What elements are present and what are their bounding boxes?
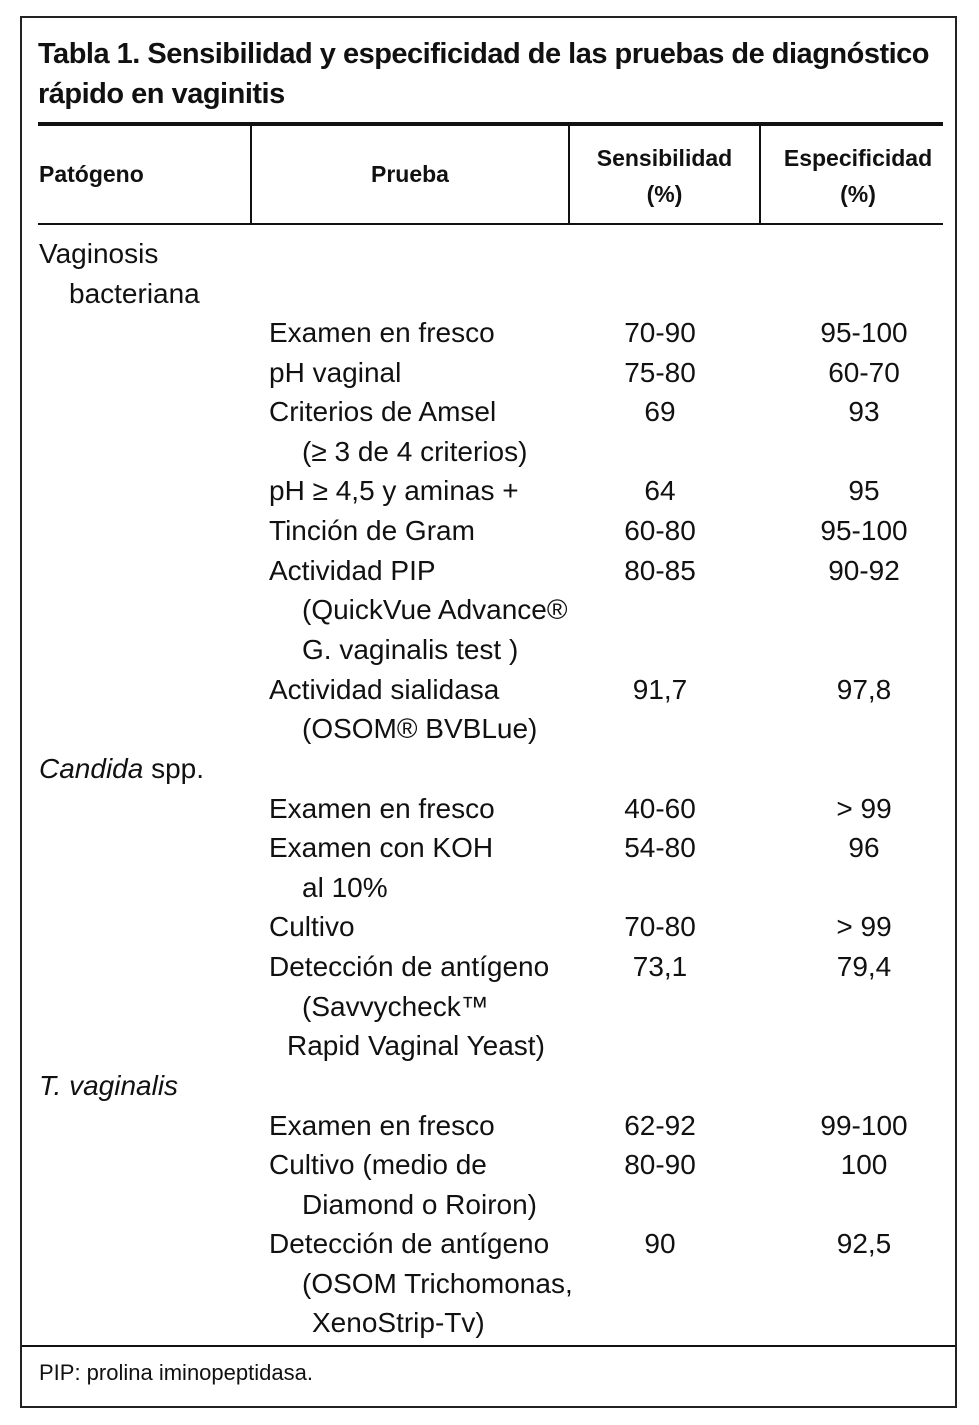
table-row: [22, 1106, 955, 1146]
test-name: Detección de antígeno: [269, 1228, 550, 1259]
table-row: [22, 907, 955, 947]
test-name-cont: (OSOM® BVBLue): [302, 713, 538, 744]
test-name-cont: (Savvycheck™: [302, 991, 489, 1022]
pathogen-row-bv-cont: [22, 274, 955, 314]
test-name: Tinción de Gram: [269, 515, 475, 546]
specificity-value: 79,4: [836, 951, 892, 982]
test-name: pH vaginal: [269, 357, 402, 388]
sensitivity-value: 91,7: [632, 674, 688, 705]
specificity-value: 95-100: [820, 317, 908, 348]
sensitivity-value: 69: [644, 396, 676, 427]
test-name: Actividad sialidasa: [269, 674, 500, 705]
table-row: [22, 511, 955, 551]
header-bottom-rule: [38, 223, 943, 225]
header-test: Prueba: [371, 161, 449, 187]
header-pathogen: Patógeno: [39, 161, 144, 187]
table-row-cont: [22, 1303, 955, 1343]
specificity-value: 99-100: [820, 1110, 908, 1141]
table-row-cont: [22, 432, 955, 472]
pathogen-row-bv: [22, 234, 955, 274]
sensitivity-value: 70-80: [624, 911, 696, 942]
table-row-cont: [22, 1264, 955, 1304]
specificity-value: 96: [848, 832, 880, 863]
table-row: [22, 392, 955, 432]
table-row: [22, 313, 955, 353]
sensitivity-value: 70-90: [624, 317, 696, 348]
table-row: [22, 789, 955, 829]
test-name: Cultivo: [269, 911, 355, 942]
table-row: [22, 471, 955, 511]
sensitivity-value: 54-80: [624, 832, 696, 863]
sensitivity-value: 73,1: [632, 951, 688, 982]
pathogen-label: Vaginosis: [39, 238, 159, 269]
specificity-value: > 99: [836, 911, 892, 942]
test-name-cont: (≥ 3 de 4 criterios): [302, 436, 528, 467]
specificity-value: 95-100: [820, 515, 908, 546]
pathogen-label: bacteriana: [69, 278, 200, 309]
table-row: [22, 551, 955, 591]
test-name-cont: G. vaginalis test ): [302, 634, 519, 665]
table-row-cont: [22, 1185, 955, 1225]
table-row: [22, 353, 955, 393]
test-name: Examen con KOH: [269, 832, 494, 863]
table-row-cont: [22, 630, 955, 670]
test-name-cont: XenoStrip-Tv): [312, 1307, 485, 1338]
sensitivity-value: 40-60: [624, 793, 696, 824]
table-frame: [20, 16, 957, 1408]
table-row: [22, 1224, 955, 1264]
specificity-value: > 99: [836, 793, 892, 824]
test-name: pH ≥ 4,5 y aminas +: [269, 475, 519, 506]
test-name-cont: Diamond o Roiron): [302, 1189, 537, 1220]
pathogen-label: [39, 749, 204, 789]
pathogen-row-candida: [22, 749, 955, 789]
pathogen-row-tv: [22, 1066, 955, 1106]
specificity-value: 97,8: [836, 674, 892, 705]
test-name: Examen en fresco: [269, 793, 495, 824]
table-row-cont: [22, 709, 955, 749]
specificity-value: 60-70: [828, 357, 900, 388]
table-row: [22, 947, 955, 987]
sensitivity-value: 90: [644, 1228, 676, 1259]
sensitivity-value: 80-85: [624, 555, 696, 586]
test-name: Examen en fresco: [269, 1110, 495, 1141]
test-name: Cultivo (medio de: [269, 1149, 487, 1180]
footnote: PIP: prolina iminopeptidasa.: [39, 1360, 313, 1385]
table-row-cont: [22, 590, 955, 630]
sensitivity-value: 64: [644, 475, 676, 506]
sensitivity-value: 60-80: [624, 515, 696, 546]
test-name-cont: (QuickVue Advance®: [302, 594, 568, 625]
table-row: [22, 1145, 955, 1185]
specificity-value: 90-92: [828, 555, 900, 586]
test-name-cont: Rapid Vaginal Yeast): [287, 1030, 545, 1061]
table-title: Tabla 1. Sensibilidad y especificidad de las pruebas de diagnóstico rápido en vaginitis: [38, 38, 930, 110]
pathogen-label-rest: spp.: [143, 753, 205, 784]
specificity-value: 92,5: [836, 1228, 892, 1259]
header-sensitivity: Sensibilidad (%): [596, 145, 733, 207]
specificity-value: 93: [848, 396, 880, 427]
table-row-cont: [22, 987, 955, 1027]
test-name: Criterios de Amsel: [269, 396, 497, 427]
test-name-cont: al 10%: [302, 872, 388, 903]
table-row: [22, 670, 955, 710]
header-specificity: Especificidad (%): [783, 145, 933, 207]
pathogen-label-italic: Candida: [39, 753, 144, 784]
test-name: Examen en fresco: [269, 317, 495, 348]
specificity-value: 95: [848, 475, 880, 506]
sensitivity-value: 80-90: [624, 1149, 696, 1180]
pathogen-label: T. vaginalis: [39, 1070, 179, 1101]
table-row-cont: [22, 1026, 955, 1066]
test-name: Actividad PIP: [269, 555, 436, 586]
footer-rule: [22, 1345, 955, 1347]
test-name-cont: (OSOM Trichomonas,: [302, 1268, 573, 1299]
sensitivity-value: 62-92: [624, 1110, 696, 1141]
specificity-value: 100: [840, 1149, 888, 1180]
table-row-cont: [22, 868, 955, 908]
header-top-rule: [38, 122, 943, 126]
test-name: Detección de antígeno: [269, 951, 550, 982]
table-row: [22, 828, 955, 868]
sensitivity-value: 75-80: [624, 357, 696, 388]
